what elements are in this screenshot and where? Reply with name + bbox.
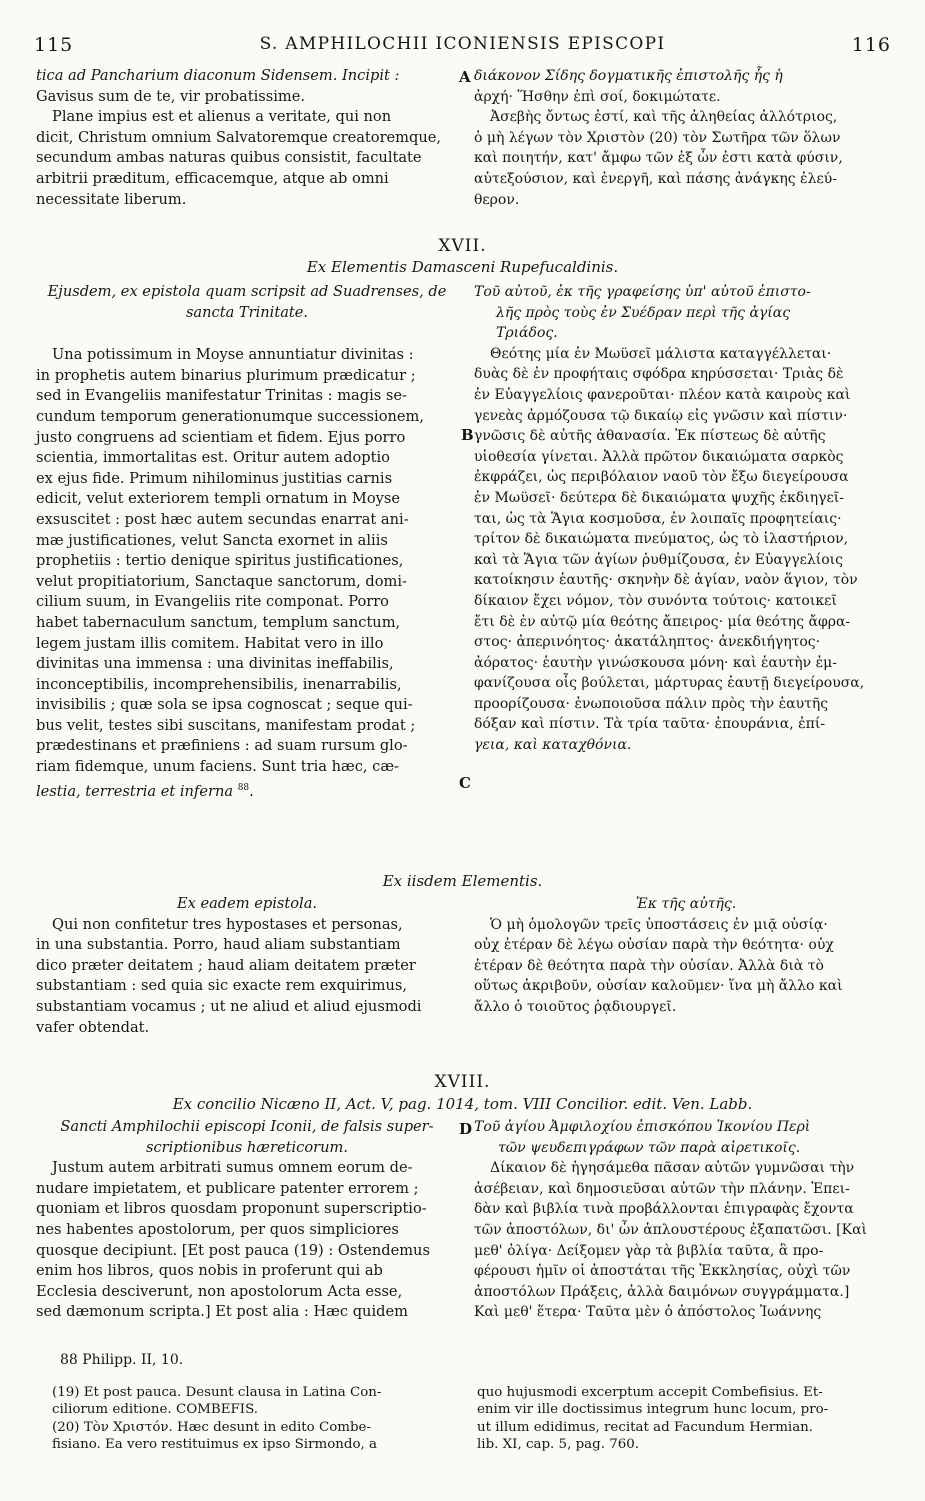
latin-line: justo congruens ad scientiam et fidem. Ejus porro (36, 428, 406, 446)
greek-line: φέρουσι ἡμῖν οἱ ἀποστάται τῆς Ἐκκλησίας, οὐχὶ τῶν (474, 1263, 851, 1280)
latin-line: Qui non confitetur tres hypostases et personas, (52, 915, 403, 933)
greek-line: τῶν ἀποστόλων, δι' ὧν ἁπλουστέρους ἐξαπατῶσι. [Καὶ (474, 1221, 868, 1238)
section-source-xviii: Ex concilio Nicæno II, Act. V, pag. 1014, tom. VIII Concilior. edit. Ven. Labb. (172, 1095, 753, 1113)
latin-last-line-text: lestia, terrestria et inferna (36, 782, 238, 800)
latin-line: edicit, velut exteriorem templi ornatum in Moyse (36, 490, 401, 508)
greek-line: οὕτως ἀκριβοῦν, οὐσίαν καλοῦμεν· ἵνα μὴ ἄλλο καὶ (474, 978, 843, 995)
latin-line: in una substantia. Porro, haud aliam substantiam (36, 936, 401, 954)
greek-line: γεια, καὶ καταχθόνια. (474, 737, 632, 754)
latin-line: invisibilis ; quæ sola se ipsa cognoscat ; seque qui- (36, 696, 413, 714)
greek-line: φανίζουσα οἷς βούλεται, μάρτυρας ἑαυτῇ διεγείρουσα, (474, 675, 865, 692)
latin-line: cilium suum, in Evangeliis rite componat. Porro (36, 593, 389, 611)
note-line: (19) Et post pauca. Desunt clausa in Latina Con- (52, 1385, 382, 1400)
note-line: fisiano. Ea vero restituimus ex ipso Sirmondo, a (52, 1437, 378, 1453)
greek-line: στος· ἀπερινόητος· ἀκατάληπτος· ἀνεκδιήγητος· (474, 634, 821, 651)
greek-line: Ὁ μὴ ὁμολογῶν τρεῖς ὑποστάσεις ἐν μιᾷ οὐσίᾳ· (490, 916, 828, 933)
greek-line: δυὰς δὲ ἐν προφήταις σφόδρα κηρύσσεται· Τριὰς δὲ (474, 366, 844, 383)
greek-line: κατοίκησιν ἑαυτῆς· σκηνὴν δὲ ἁγίαν, ναὸν ἅγιον, τὸν (474, 572, 858, 589)
greek-title-line: Τοῦ ἁγίου Ἀμφιλοχίου ἐπισκόπου Ἰκονίου Περὶ (474, 1119, 811, 1135)
note-line: (20) Τὸν Χριστόν. Hæc desunt in edito Combe- (52, 1419, 371, 1435)
greek-line: ἀόρατος· ἑαυτὴν γινώσκουσα μόνη· καὶ ἑαυτὴν ἐμ- (474, 654, 837, 671)
greek-title-line: τῶν ψευδεπιγράφων τῶν παρὰ αἱρετικοῖς. (498, 1139, 801, 1156)
greek-line: ἄλλο ὁ τοιοῦτος ῥᾳδιουργεῖ. (474, 998, 677, 1015)
running-header (34, 34, 891, 64)
latin-line: dico præter deitatem ; haud aliam deitatem præter (36, 956, 416, 974)
latin-line: scientia, immortalitas est. Oritur autem adoptio (36, 449, 390, 467)
greek-line: γενεὰς ἁρμόζουσα τῷ δικαίῳ εἰς γνῶσιν καὶ πίστιν· (474, 407, 848, 424)
latin-column-section4 (36, 1117, 458, 1323)
greek-line: Ἀσεβὴς ὄντως ἐστί, καὶ τῆς ἀληθείας ἀλλότριος, (490, 109, 838, 126)
margin-letter-d: D (459, 1120, 473, 1138)
greek-line: ὁ μὴ λέγων τὸν Χριστὸν (20) τὸν Σωτῆρα τῶν ὅλων (474, 129, 841, 146)
latin-column-section1 (36, 66, 458, 210)
latin-line: dicit, Christum omnium Salvatoremque creatoremque, (36, 128, 442, 146)
latin-line: necessitate liberum. (36, 190, 187, 208)
latin-title-line: sancta Trinitate. (185, 303, 309, 321)
greek-line: διάκονον Σίδης δογματικῆς ἐπιστολῆς ἧς ἡ (474, 68, 783, 84)
latin-line-last: lestia, terrestria et inferna $^{88}$. (36, 782, 254, 800)
section-source-xvii: Ex Elementis Damasceni Rupefucaldinis. (306, 258, 619, 276)
latin-line: bus velit, testes sibi suscitans, manifestam prodat ; (36, 716, 416, 734)
notes-right (477, 1384, 895, 1454)
latin-line: mæ justificationes, velut Sancta exornet in aliis (36, 531, 388, 549)
latin-line: vafer obtendat. (36, 1018, 150, 1036)
latin-line: in prophetis autem binarius plurimum prædicatur ; (36, 366, 416, 384)
latin-line: Justum autem arbitrati sumus omnem eorum de- (52, 1159, 413, 1177)
section-number-xviii: XVIII. (434, 1072, 491, 1092)
margin-letter-c: C (459, 774, 471, 792)
latin-line: Ecclesia desciverunt, non apostolorum Acta esse, (36, 1282, 403, 1300)
note-line: enim vir ille doctissimus integrum hunc locum, pro- (477, 1402, 829, 1418)
greek-line: τρίτον δὲ δικαιώματα πνεύματος, ὡς τὸ ἱλαστήριον, (474, 531, 849, 548)
latin-column-section3 (36, 894, 458, 1038)
latin-line: substantiam : sed quia sic exacte rem exquirimus, (36, 977, 408, 995)
greek-column-section4 (474, 1117, 898, 1323)
greek-line: δὰν καὶ βιβλία τινὰ προβάλλονται ἐπιγραφὰς ἔχοντα (474, 1201, 854, 1218)
notes-left (52, 1384, 456, 1454)
left-page-number: 115 (34, 34, 74, 56)
latin-line: ex ejus fide. Primum nihilominus justitias carnis (36, 469, 393, 487)
greek-line: καὶ ποιητήν, κατ' ἄμφω τῶν ἐξ ὧν ἐστι κατὰ φύσιν, (474, 150, 843, 167)
greek-line: ἐκφράζει, ὡς περιβόλαιον ναοῦ τὸν ἔξω διεγείρουσα (474, 469, 849, 486)
greek-line: οὐχ ἑτέραν δὲ λέγω οὐσίαν παρὰ τὴν θεότητα· οὐχ (474, 937, 834, 954)
latin-title-line: scriptionibus hæreticorum. (146, 1138, 348, 1156)
greek-line: Θεότης μία ἐν Μωϋσεῖ μάλιστα καταγγέλλεται· (490, 345, 832, 362)
latin-line: tica ad Pancharium diaconum Sidensem. Incipit : (36, 67, 400, 84)
greek-line: γνῶσις δὲ αὐτῆς ἀθανασία. Ἐκ πίστεως δὲ αὐτῆς (474, 428, 826, 445)
latin-line: substantiam vocamus ; ut ne aliud et aliud ejusmodi (36, 997, 422, 1015)
latin-line: cundum temporum generationumque successionem, (36, 407, 424, 425)
greek-line: αὐτεξούσιον, καὶ ἐνεργῆ, καὶ πάσης ἀνάγκης ἐλεύ- (474, 170, 837, 187)
greek-line: Δίκαιον δὲ ἡγησάμεθα πᾶσαν αὐτῶν γυμνῶσαι τὴν (490, 1160, 855, 1177)
section-number-xvii: XVII. (438, 236, 487, 256)
latin-line: nudare impietatem, et publicare patenter errorem ; (36, 1179, 419, 1197)
latin-line: Gavisus sum de te, vir probatissime. (36, 87, 306, 105)
latin-line: exsuscitet : post hæc autem secundas enarrat ani- (36, 510, 409, 528)
greek-title-line: λῆς πρὸς τοὺς ἐν Συέδραν περὶ τῆς ἁγίας (496, 304, 791, 321)
greek-line: ἀποστόλων Πράξεις, ἀλλὰ δαιμόνων συγγράμματα.] (474, 1283, 850, 1300)
latin-line: Plane impius est et alienus a veritate, qui non (52, 108, 392, 126)
latin-line: inconceptibilis, incomprehensibilis, inenarrabilis, (36, 675, 402, 693)
latin-line: enim hos libros, quos nobis in proferunt qui ab (36, 1262, 383, 1280)
latin-column-section2 (36, 282, 458, 802)
greek-column-section2 (474, 282, 898, 756)
greek-title-line: Τριάδος. (496, 325, 558, 342)
latin-line: sed dæmonum scripta.] Et post alia : Hæc quidem (36, 1303, 408, 1321)
greek-line: ἀρχή· Ἥσθην ἐπὶ σοί, δοκιμώτατε. (474, 88, 721, 105)
note-line: lib. XI, cap. 5, pag. 760. (477, 1437, 640, 1453)
latin-line: divinitas una immensa : una divinitas ineffabilis, (36, 655, 394, 673)
greek-line: ἀσέβειαν, καὶ δημοσιεῦσαι αὐτῶν τὴν πλάνην. Ἐπει- (474, 1180, 850, 1197)
greek-line: προορίζουσα· ἐνωποιοῦσα πάλιν πρὸς τὴν ἑαυτῆς (474, 695, 829, 712)
latin-line: arbitrii præditum, efficacemque, atque ab omni (36, 169, 389, 187)
latin-title-line: Sancti Amphilochii episcopi Iconii, de falsis super- (60, 1118, 434, 1135)
latin-line: quosque decipiunt. [Et post pauca (19) : Ostendemus (36, 1241, 430, 1259)
greek-line: Καὶ μεθ' ἕτερα· Ταῦτα μὲν ὁ ἀπόστολος Ἰωάννης (474, 1304, 822, 1321)
latin-line: Una potissimum in Moyse annuntiatur divinitas : (52, 346, 414, 364)
latin-line: riam fidemque, unum faciens. Sunt tria hæc, cæ- (36, 758, 399, 776)
greek-line: δίκαιον ἔχει νόμον, τὸν συνόντα τούτοις· κατοικεῖ (474, 592, 837, 609)
margin-letter-b: B (461, 426, 474, 444)
latin-line: legem justam illis comitem. Habitat vero in illo (36, 634, 384, 652)
greek-line: ἐν Μωϋσεῖ· δεύτερα δὲ δικαιώματα ψυχῆς ἐκδιηγεῖ- (474, 489, 844, 506)
greek-line: δόξαν καὶ πίστιν. Τὰ τρία ταῦτα· ἐπουράνια, ἐπί- (474, 716, 826, 733)
footnote-88: 88 Philipp. II, 10. (60, 1352, 184, 1368)
greek-line: υἱοθεσία γίνεται. Ἀλλὰ πρῶτον δικαιώματα σαρκὸς (474, 448, 844, 465)
latin-line: sed in Evangeliis manifestatur Trinitas : magis se- (36, 387, 407, 405)
latin-line: quoniam et libros quosdam proponunt superscriptio- (36, 1200, 427, 1218)
greek-line: θερον. (474, 191, 520, 208)
note-line: ut illum edidimus, recitat ad Facundum Hermian. (477, 1419, 814, 1435)
note-line: quo hujusmodi excerptum accepit Combefisius. Et- (477, 1385, 823, 1400)
latin-line: prædestinans et præfiniens : ad suam rursum glo- (36, 737, 408, 755)
latin-line: prophetiis : tertio denique spiritus justificationes, (36, 552, 404, 570)
greek-column-section3 (474, 894, 898, 1018)
greek-line: ἐν Εὐαγγελίοις φανεροῦται· πλέον κατὰ καιροὺς καὶ (474, 386, 851, 403)
latin-line: velut propitiatorium, Sanctaque sanctorum, domi- (36, 572, 407, 590)
section-source-iisdem: Ex iisdem Elementis. (382, 872, 543, 890)
latin-line: secundum ambas naturas quibus consistit, facultate (36, 149, 422, 167)
greek-line: καὶ τὰ Ἅγια τῶν ἁγίων ῥυθμίζουσα, ἐν Εὐαγγελίοις (474, 551, 844, 568)
running-title: S. AMPHILOCHII ICONIENSIS EPISCOPI (259, 34, 666, 54)
latin-title-line: Ejusdem, ex epistola quam scripsit ad Suadrenses, de (47, 283, 447, 300)
latin-line: habet tabernaculum sanctum, templum sanctum, (36, 613, 401, 631)
margin-letter-a: A (459, 68, 471, 86)
greek-line: ἔτι δὲ ἐν αὐτῷ μία θεότης ἄπειρος· μία θεότης ἄφρα- (474, 613, 851, 630)
greek-column-section1 (474, 66, 898, 210)
latin-heading: Ex eadem epistola. (176, 895, 318, 912)
note-line: ciliorum editione. COMBEFIS. (52, 1402, 259, 1418)
greek-line: ἑτέραν δὲ θεότητα παρὰ τὴν οὐσίαν. Ἀλλὰ διὰ τὸ (474, 957, 824, 974)
greek-title-line: Τοῦ αὐτοῦ, ἐκ τῆς γραφείσης ὑπ' αὐτοῦ ἐπιστο- (474, 284, 811, 300)
footnote-marker: 88 (237, 782, 250, 793)
greek-line: ται, ὡς τὰ Ἅγια κοσμοῦσα, ἐν λοιπαῖς προφητείαις· (474, 510, 842, 527)
greek-heading: Ἐκ τῆς αὐτῆς. (635, 896, 737, 912)
greek-line: μεθ' ὀλίγα· Δείξομεν γὰρ τὰ βιβλία ταῦτα, ἃ προ- (474, 1242, 824, 1259)
right-page-number: 116 (851, 34, 891, 56)
latin-line: nes habentes apostolorum, per quos simpliciores (36, 1220, 399, 1238)
